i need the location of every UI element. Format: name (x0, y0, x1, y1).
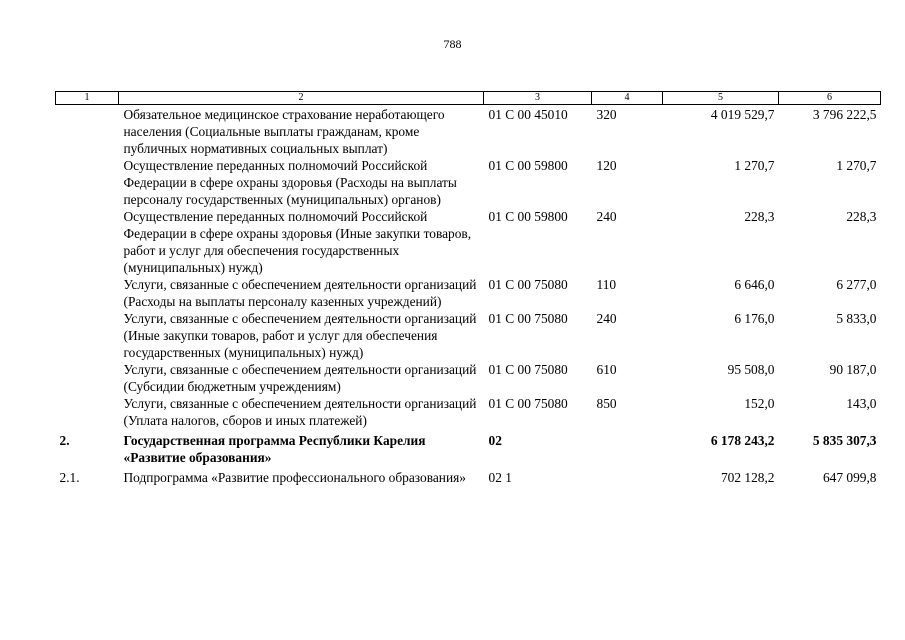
target-code: 01 С 00 75080 (488, 311, 568, 326)
row-number (56, 276, 119, 310)
amount-col6: 143,0 (846, 396, 877, 411)
amount-col6: 228,3 (846, 209, 877, 224)
expense-type-code: 240 (596, 209, 617, 224)
amount-col5: 228,3 (744, 209, 775, 224)
expense-type-code: 320 (596, 107, 617, 122)
header-col-6: 6 (779, 92, 881, 105)
amount-col6: 5 833,0 (836, 311, 877, 326)
amount-col5: 702 128,2 (720, 470, 775, 485)
header-col-4: 4 (592, 92, 663, 105)
header-row (56, 92, 881, 105)
expense-type-code: 110 (596, 277, 617, 292)
header-col-1: 1 (56, 92, 119, 105)
table-row (56, 361, 881, 395)
amount-col6: 5 835 307,3 (812, 433, 877, 448)
row-number (56, 105, 119, 158)
program-row (56, 429, 881, 466)
row-number: 2.1. (59, 470, 80, 485)
subprogram-row (56, 466, 881, 486)
table-row (56, 208, 881, 276)
row-number (56, 157, 119, 208)
expense-name: Услуги, связанные с обеспечением деятельности организаций (Уплата налогов, сборов и иных платежей) (123, 396, 477, 428)
expense-name: Обязательное медицинское страхование неработающего населения (Социальные выплаты гражданам, кроме публичных нормативных социальных выплат) (123, 107, 445, 156)
program-name: Государственная программа Республики Карелия «Развитие образования» (123, 433, 426, 465)
amount-col5: 95 508,0 (727, 362, 775, 377)
amount-col5: 6 178 243,2 (710, 433, 775, 448)
row-number (56, 395, 119, 429)
header-col-2: 2 (119, 92, 484, 105)
target-code: 01 С 00 75080 (488, 277, 568, 292)
table-row (56, 157, 881, 208)
header-col-5: 5 (663, 92, 779, 105)
target-code: 02 1 (488, 470, 512, 485)
amount-col5: 6 176,0 (734, 311, 775, 326)
expense-name: Услуги, связанные с обеспечением деятельности организаций (Расходы на выплаты персоналу казенных учреждений) (123, 277, 477, 309)
expense-name: Осуществление переданных полномочий Российской Федерации в сфере охраны здоровья (Расходы на выплаты персоналу государственных (муниципальных) органов) (123, 158, 457, 207)
table-body (56, 105, 881, 487)
amount-col5: 152,0 (744, 396, 775, 411)
expense-name: Услуги, связанные с обеспечением деятельности организаций (Субсидии бюджетным учреждениям) (123, 362, 477, 394)
expense-name: Услуги, связанные с обеспечением деятельности организаций (Иные закупки товаров, работ и услуг для обеспечения государственных (муниципальных) нужд) (123, 311, 477, 360)
target-code: 01 С 00 59800 (488, 158, 568, 173)
target-code: 01 С 00 45010 (488, 107, 568, 122)
amount-col6: 90 187,0 (829, 362, 877, 377)
subprogram-name: Подпрограмма «Развитие профессионального образования» (123, 470, 466, 485)
expense-type-code: 850 (596, 396, 617, 411)
amount-col6: 647 099,8 (822, 470, 877, 485)
budget-table (55, 91, 881, 486)
table-row (56, 395, 881, 429)
table-row (56, 276, 881, 310)
row-number (56, 361, 119, 395)
expense-type-code: 610 (596, 362, 617, 377)
table-row (56, 105, 881, 158)
amount-col5: 6 646,0 (734, 277, 775, 292)
amount-col5: 1 270,7 (734, 158, 775, 173)
expense-type-code (592, 466, 663, 486)
target-code: 01 С 00 59800 (488, 209, 568, 224)
expense-name: Осуществление переданных полномочий Российской Федерации в сфере охраны здоровья (Иные закупки товаров, работ и услуг для обеспечения государственных (муниципальных) нужд) (123, 209, 472, 275)
target-code: 01 С 00 75080 (488, 362, 568, 377)
amount-col6: 3 796 222,5 (812, 107, 877, 122)
row-number: 2. (59, 433, 70, 448)
target-code: 01 С 00 75080 (488, 396, 568, 411)
expense-type-code (592, 429, 663, 466)
amount-col6: 1 270,7 (836, 158, 877, 173)
table-row (56, 310, 881, 361)
page-number: 788 (443, 37, 462, 51)
amount-col5: 4 019 529,7 (710, 107, 775, 122)
table-header (56, 92, 881, 105)
expense-type-code: 120 (596, 158, 617, 173)
row-number (56, 208, 119, 276)
target-code: 02 (488, 433, 502, 448)
row-number (56, 310, 119, 361)
amount-col6: 6 277,0 (836, 277, 877, 292)
expense-type-code: 240 (596, 311, 617, 326)
header-col-3: 3 (484, 92, 592, 105)
